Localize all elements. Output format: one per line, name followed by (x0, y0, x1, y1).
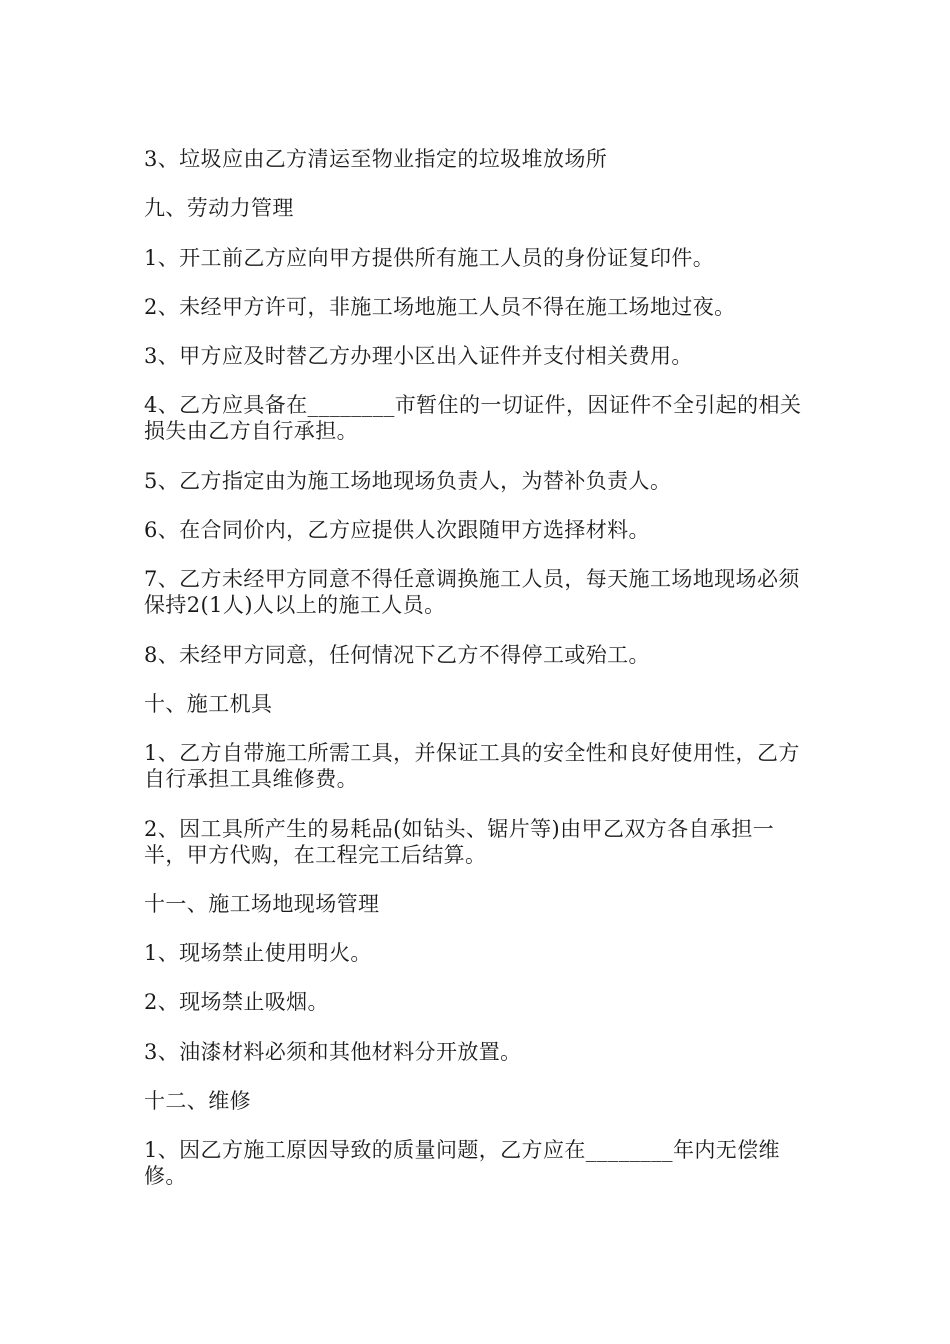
clause-10-item-2: 2、因工具所产生的易耗品(如钻头、锯片等)由甲乙双方各自承担一半，甲方代购，在工程完工后结算。 (144, 816, 775, 867)
clause-9-item-2: 2、未经甲方许可，非施工场地施工人员不得在施工场地过夜。 (144, 294, 736, 319)
clause-12-item-1: 1、因乙方施工原因导致的质量问题，乙方应在________年内无偿维修。 (144, 1138, 780, 1189)
clause-11-item-2: 2、现场禁止吸烟。 (144, 990, 329, 1015)
clause-8-item-3: 3、垃圾应由乙方清运至物业指定的垃圾堆放场所 (144, 147, 608, 171)
clause-9-item-1: 1、开工前乙方应向甲方提供所有施工人员的身份证复印件。 (144, 245, 715, 270)
clause-11-item-1: 1、现场禁止使用明火。 (144, 941, 372, 966)
section-heading-11: 十一、施工场地现场管理 (144, 891, 380, 916)
clause-9-item-8: 8、未经甲方同意，任何情况下乙方不得停工或殆工。 (144, 642, 650, 667)
clause-9-item-3: 3、甲方应及时替乙方办理小区出入证件并支付相关费用。 (144, 344, 693, 369)
section-heading-10: 十、施工机具 (144, 691, 273, 716)
clause-9-item-7: 7、乙方未经甲方同意不得任意调换施工人员，每天施工场地现场必须保持2(1人)人以上的施工人员。 (144, 567, 800, 618)
clause-9-item-5: 5、乙方指定由为施工场地现场负责人，为替补负责人。 (144, 468, 672, 493)
clause-11-item-3: 3、油漆材料必须和其他材料分开放置。 (144, 1039, 522, 1064)
section-heading-9: 九、劳动力管理 (144, 196, 294, 221)
clause-10-item-1: 1、乙方自带施工所需工具，并保证工具的安全性和良好使用性，乙方自行承担工具维修费。 (144, 741, 800, 792)
clause-9-item-4: 4、乙方应具备在________市暂住的一切证件，因证件不全引起的相关损失由乙方自行承担。 (144, 393, 802, 444)
document-body (144, 146, 814, 1213)
section-heading-12: 十二、维修 (144, 1089, 251, 1114)
clause-9-item-6: 6、在合同价内，乙方应提供人次跟随甲方选择材料。 (144, 518, 650, 543)
